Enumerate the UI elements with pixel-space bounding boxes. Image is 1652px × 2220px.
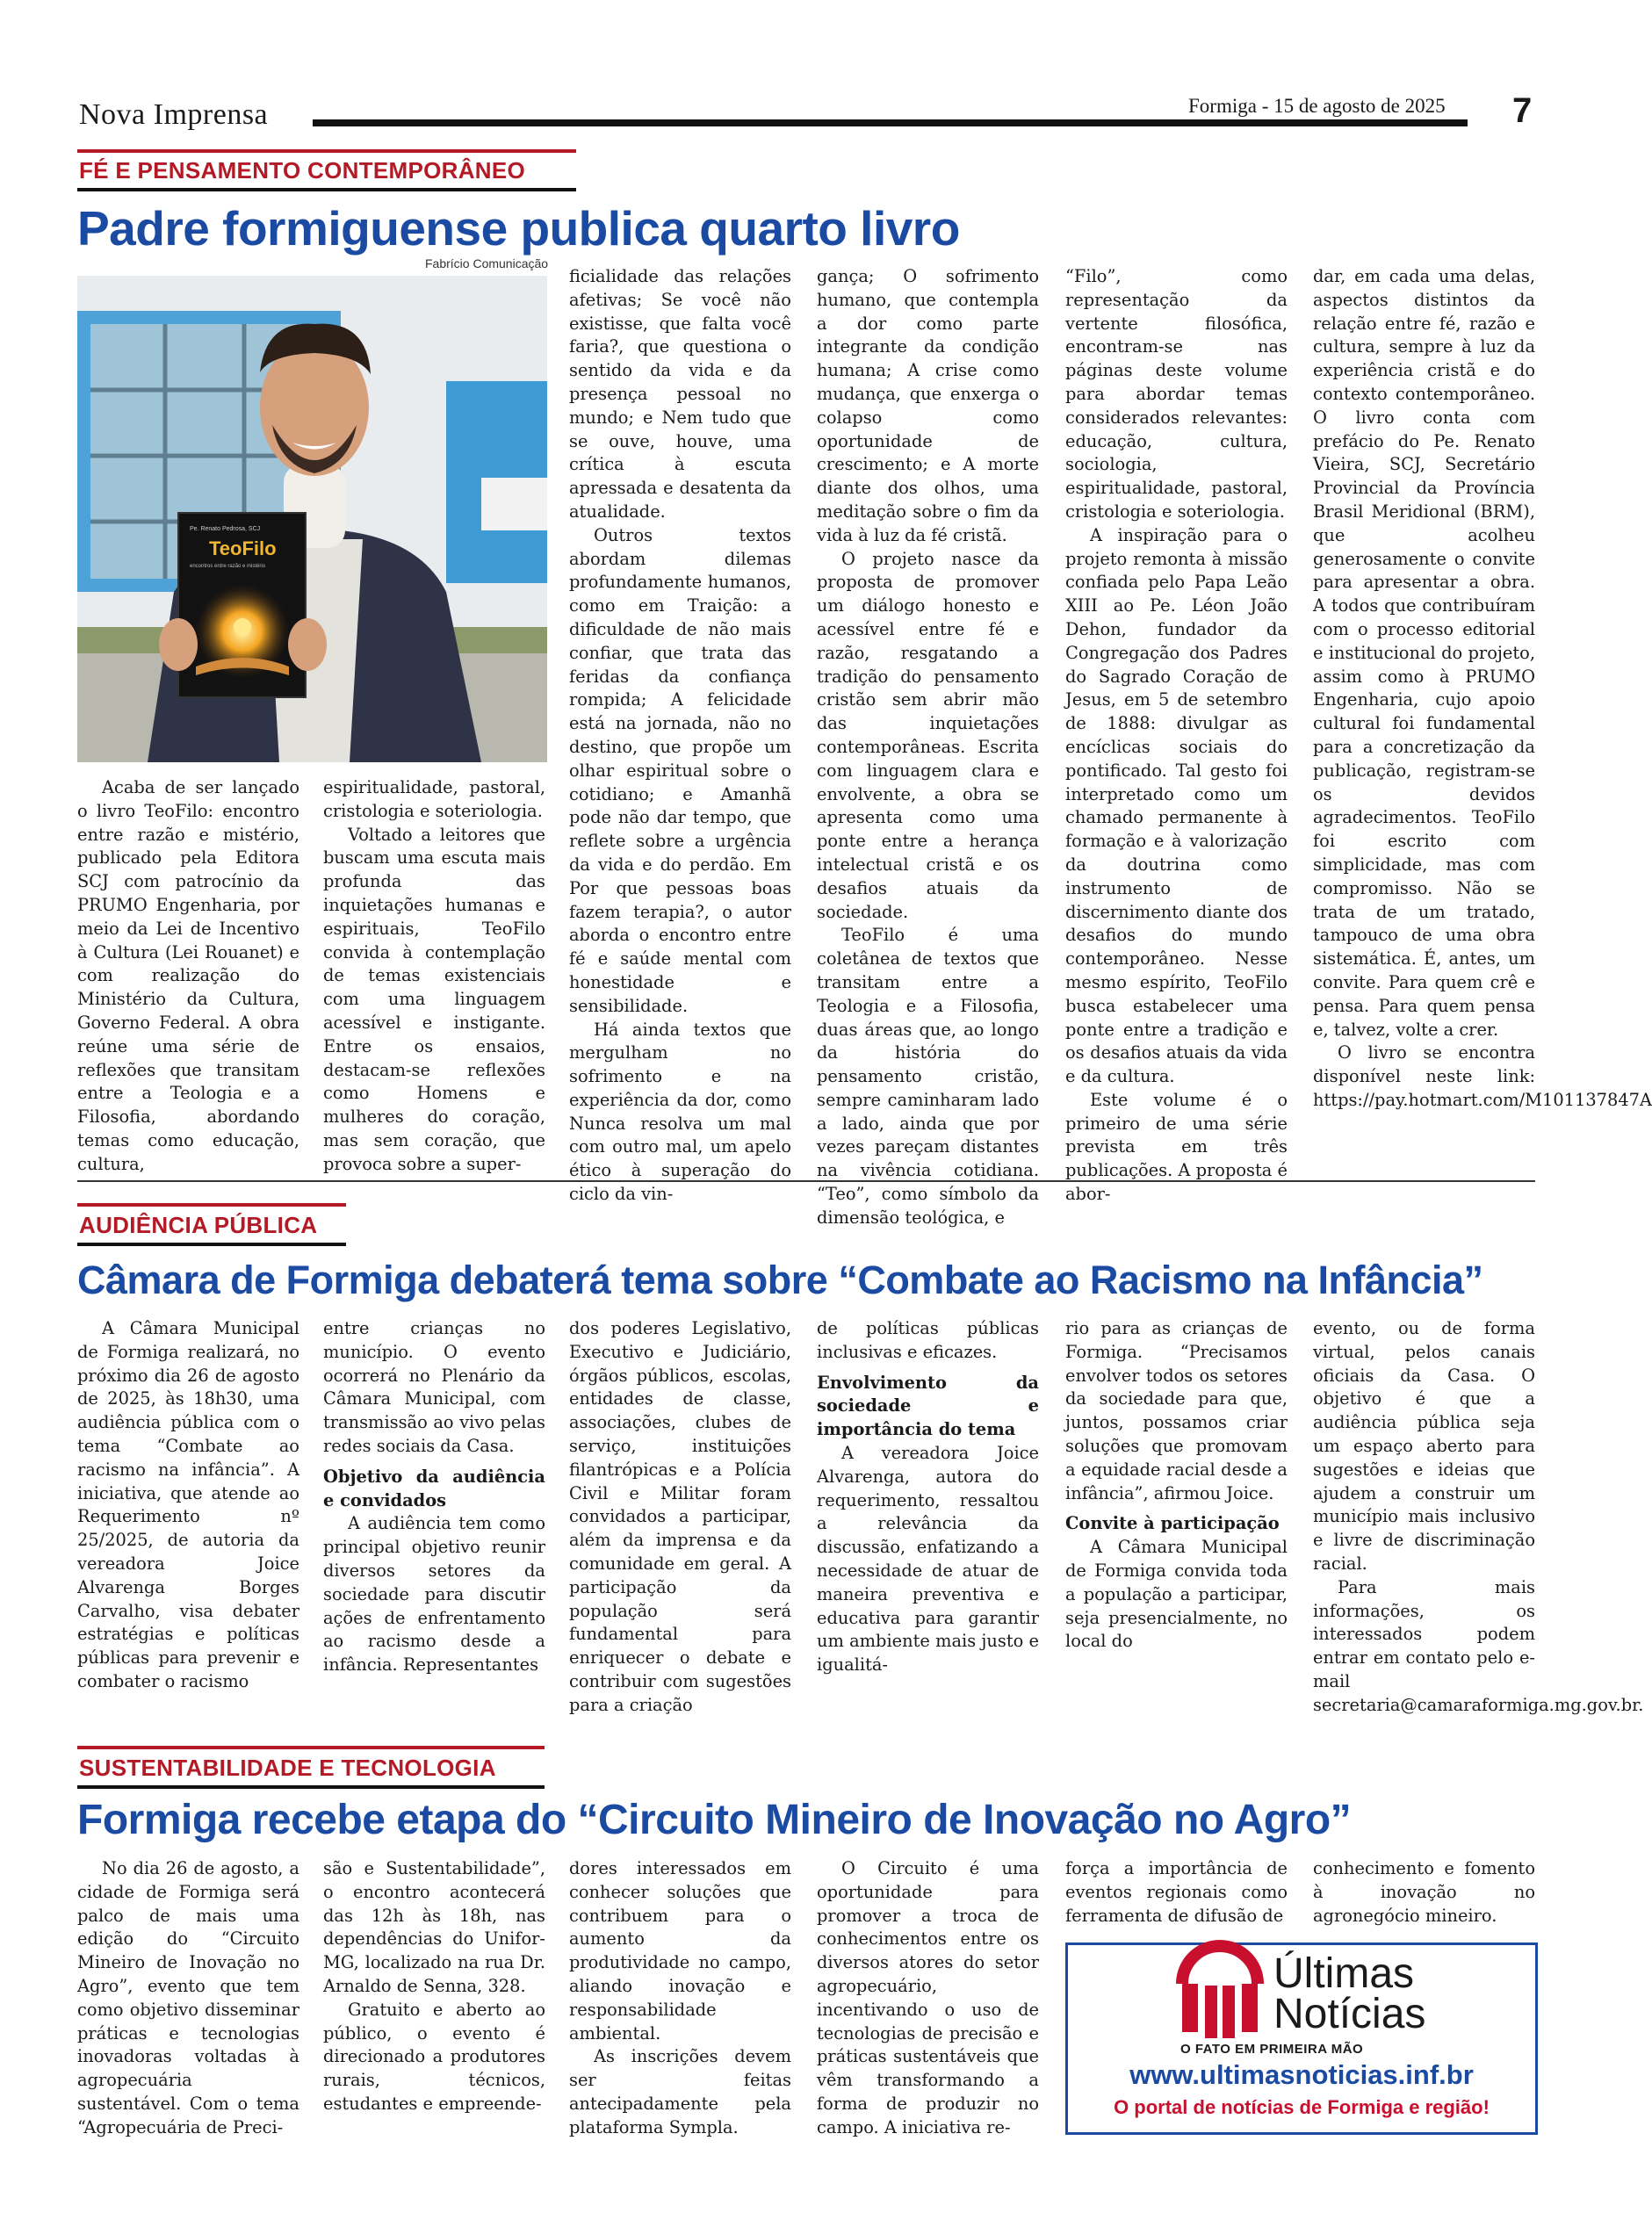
- newspaper-name: Nova Imprensa: [79, 98, 269, 131]
- section-divider: [77, 1180, 1535, 1182]
- section-tag: FÉ E PENSAMENTO CONTEMPORÂNEO: [79, 157, 526, 184]
- article2-column-3: dos poderes Legislativo, Executivo e Judiciário, órgãos públicos, escolas, entidades de classe, associações, clubes de serviço, instituições filantrópicas e a Polícia Civil e Militar foram convidados a participar, além da imprensa e da comunidade em geral. A participação da população será fundamental para enriquecer o debate e contribuir com sugestões para a criação: [569, 1318, 791, 1715]
- article-headline: Câmara de Formiga debaterá tema sobre “Combate ao Racismo na Infância”: [77, 1258, 1483, 1302]
- photo-credit: Fabrício Comunicação: [425, 256, 549, 270]
- article3-column-3: dores interessados em conhecer soluções que contribuem para o aumento da produtividade no campo, aliando inovação e responsabilidade ambiental. As inscrições devem ser feitas antecipadamente pela plataforma Sympla.: [569, 1858, 791, 2137]
- ad-tagline: O portal de notícias de Formiga e região!: [1114, 2096, 1490, 2118]
- masthead-rule: [313, 119, 1468, 126]
- article2-column-1: A Câmara Municipal de Formiga realizará, no próximo dia 26 de agosto de 2025, às 18h30, uma audiência pública com o tema “Combate ao racismo na infância”. A iniciativa, que atende ao Requerimento nº 25/2025, de autoria da vereadora Joice Alvarenga Borges Carvalho, visa debater estratégias e políticas públicas para prevenir e combater o racismo: [77, 1318, 299, 1691]
- ad-url-link[interactable]: www.ultimasnoticias.inf.br: [1129, 2059, 1474, 2090]
- svg-text:Pe. Renato Pedrosa, SCJ: Pe. Renato Pedrosa, SCJ: [190, 526, 261, 532]
- subheading: Objetivo da audiência e convidados: [323, 1466, 545, 1510]
- section-rule-top: [77, 149, 576, 153]
- article3-column-4: O Circuito é uma oportunidade para promover a troca de conhecimentos entre os diversos atores do setor agropecuário, incentivando o uso de tecnologias de precisão e práticas sustentáveis que vêm transformando a forma de produzir no campo. A iniciativa re-: [817, 1858, 1039, 2137]
- article-headline: Padre formiguense publica quarto livro: [77, 201, 960, 256]
- article-photo: [77, 276, 547, 762]
- page-number: 7: [1512, 91, 1533, 130]
- ad-brand-line1: Últimas: [1273, 1950, 1415, 1997]
- subheading: Convite à participação: [1065, 1513, 1280, 1534]
- article2-column-6: evento, ou de forma virtual, pelos canais oficiais da Casa. O objetivo é que a audiência pública seja um espaço aberto para sugestões e ideias que ajudem a construir um município mais inclusivo e livre de discriminação racial. Para mais informações, os interessados podem entrar em contato pelo e-mail secretaria@camaraformiga.mg.gov.br.: [1313, 1318, 1644, 1715]
- section-rule-top: [77, 1203, 346, 1207]
- article1-column-1: Acaba de ser lançado o livro TeoFilo: encontro entre razão e mistério, publicado pela Editora SCJ com patrocínio da PRUMO Engenharia, por meio da Lei de Incentivo à Cultura (Lei Rouanet) e com realização do Ministério da Cultura, Governo Federal. A obra reúne uma série de reflexões que transitam entre a Teologia e a Filosofia, abordando temas como educação, cultura,: [77, 777, 299, 1174]
- article3-column-6: conhecimento e fomento à inovação no agronegócio mineiro.: [1313, 1858, 1535, 1926]
- ad-ultimas-noticias[interactable]: [1065, 1942, 1538, 2135]
- article3-column-5: força a importância de eventos regionais como ferramenta de difusão de: [1065, 1858, 1288, 1926]
- article1-column-2: espiritualidade, pastoral, cristologia e soteriologia. Voltado a leitores que buscam uma escuta mais profunda das inquietações humanas e espirituais, TeoFilo convida à contemplação de temas existenciais com uma linguagem acessível e instigante. Entre os ensaios, destacam-se reflexões como Homens e mulheres do coração, mas sem coração, que provoca sobre a super-: [323, 777, 545, 1174]
- section-rule-bottom: [77, 188, 576, 191]
- article2-column-5: rio para as crianças de Formiga. “Precisamos envolver todos os setores da sociedade para que, juntos, possamos criar soluções que promovam a equidade racial desde a infância”, afirmou Joice. Convite à participação A Câmara Municipal de Formiga convida toda a população a participar, seja presencialmente, no local do: [1065, 1318, 1288, 1652]
- article3-column-2: são e Sustentabilidade”, o encontro acontecerá das 12h às 18h, nas dependências do Unifor-MG, localizado na rua Dr. Arnaldo de Senna, 328. Gratuito e aberto ao público, o evento é direcionado a produtores rurais, técnicos, estudantes e empreende-: [323, 1858, 545, 2114]
- article1-column-3: ficialidade das relações afetivas; Se você não existisse, que falta você faria?, que questiona o sentido da vida e da presença pessoal no mundo; e Nem tudo que se ouve, houve, uma crítica à escuta apressada e desatenta da atualidade. Outros textos abordam dilemas profundamente humanos, como em Traição: a dificuldade de não mais confiar, que trata das feridas da confiança rompida; A felicidade está na jornada, não no destino, que propõe um olhar espiritual sobre o cotidiano; e Amanhã pode não dar tempo, que reflete sobre a urgência da vida e do perdão. Em Por que pessoas boas fazem terapia?, o autor aborda o encontro entre fé e saúde mental com honestidade e sensibilidade. Há ainda textos que mergulham no sofrimento e na experiência da dor, como Nunca resolva um mal com outro mal, um apelo ético à superação do ciclo da vin-: [569, 266, 791, 1205]
- section-tag: SUSTENTABILIDADE E TECNOLOGIA: [79, 1755, 496, 1781]
- section-tag: AUDIÊNCIA PÚBLICA: [79, 1212, 318, 1238]
- section-rule-top: [77, 1746, 545, 1749]
- article2-column-2: entre crianças no município. O evento ocorrerá no Plenário da Câmara Municipal, com transmissão ao vivo pelas redes sociais da Casa. Objetivo da audiência e convidados A audiência tem como principal objetivo reunir diversos setores da sociedade para discutir ações de enfrentamento ao racismo desde a infância. Representantes: [323, 1318, 545, 1676]
- ad-slogan: O FATO EM PRIMEIRA MÃO: [1180, 2042, 1364, 2057]
- article1-column-4: gança; O sofrimento humano, que contempla a dor como parte integrante da condição humana; A crise como mudança, que enxerga o colapso como oportunidade de crescimento; e A morte diante dos olhos, uma meditação sobre o fim da vida à luz da fé cristã. O projeto nasce da proposta de promover um diálogo honesto e acessível entre fé e razão, resgatando a tradição do pensamento cristão sem abrir mão das inquietações contemporâneas. Escrita com linguagem clara e envolvente, a obra se apresenta como uma ponte entre a herança intelectual cristã e os desafios atuais da sociedade. TeoFilo é uma coletânea de textos que transitam entre a Teologia e a Filosofia, duas áreas que, ao longo da história do pensamento cristão, sempre caminharam lado a lado, ainda que por vezes pareçam distantes na vivência cotidiana. “Teo”, como símbolo da dimensão teológica, e: [817, 266, 1039, 1228]
- section-rule-bottom: [77, 1785, 545, 1789]
- article2-column-4: de políticas públicas inclusivas e eficazes. Envolvimento da sociedade e importância do tema A vereadora Joice Alvarenga, autora do requerimento, ressaltou a relevância da discussão, enfatizando a necessidade de atuar de maneira preventiva e educativa para garantir um ambiente mais justo e igualitá-: [817, 1318, 1039, 1676]
- article3-column-1: No dia 26 de agosto, a cidade de Formiga será palco de mais uma edição do “Circuito Mineiro de Inovação no Agro”, evento que tem como objetivo disseminar práticas e tecnologias inovadoras voltadas à agropecuária sustentável. Com o tema “Agropecuária de Preci-: [77, 1858, 299, 2137]
- book-cover-illustration: [178, 513, 306, 697]
- article-headline: Formiga recebe etapa do “Circuito Mineiro de Inovação no Agro”: [77, 1797, 1352, 1843]
- ad-brand-line2: Notícias: [1273, 1991, 1426, 2037]
- article1-column-5: “Filo”, como representação da vertente filosófica, encontram-se nas páginas deste volume para abordar temas considerados relevantes: educação, cultura, sociologia, espiritualidade, pastoral, cristologia e soteriologia. A inspiração para o projeto remonta à missão confiada pelo Papa Leão XIII ao Pe. Léon João Dehon, fundador da Congregação dos Padres do Sagrado Coração de Jesus, em 5 de setembro de 1888: divulgar as encíclicas sociais do pontificado. Tal gesto foi interpretado como um chamado permanente à formação e à valorização da doutrina como instrumento de discernimento diante dos desafios do mundo contemporâneo. Nesse mesmo espírito, TeoFilo busca estabelecer uma ponte entre a tradição e os desafios atuais da vida e da cultura. Este volume é o primeiro de uma série prevista em três publicações. A proposta é abor-: [1065, 266, 1288, 1205]
- issue-date: Formiga - 15 de agosto de 2025: [1188, 95, 1446, 117]
- book-title-text: TeoFilo: [209, 537, 277, 559]
- ultimas-noticias-logo-icon: [1172, 1957, 1268, 2045]
- svg-text:encontros entre razão e mistér: encontros entre razão e mistério: [190, 564, 266, 569]
- article1-column-6: dar, em cada uma delas, aspectos distintos da relação entre fé, razão e cultura, sempre à luz da experiência cristã e do contexto contemporâneo. O livro conta com prefácio do Pe. Renato Vieira, SCJ, Secretário Provincial da Província Brasil Meridional (BRM), que acolheu generosamente o convite para apresentar a obra. A todos que contribuíram com o processo editorial e institucional do projeto, assim como à PRUMO Engenharia, cujo apoio cultural foi fundamental para a concretização da publicação, registram-se os devidos agradecimentos. TeoFilo foi escrito com simplicidade, mas com compromisso. Não se trata de um tratado, tampouco de uma obra sistemática. É, antes, um convite. Para quem crê e pensa. Para quem pensa e, talvez, volte a crer. O livro se encontra disponível neste link: https://pay.hotmart.com/M101137847A: [1313, 266, 1652, 1110]
- subheading: Envolvimento da sociedade e importância do tema: [817, 1372, 1039, 1440]
- section-rule-bottom: [77, 1243, 346, 1246]
